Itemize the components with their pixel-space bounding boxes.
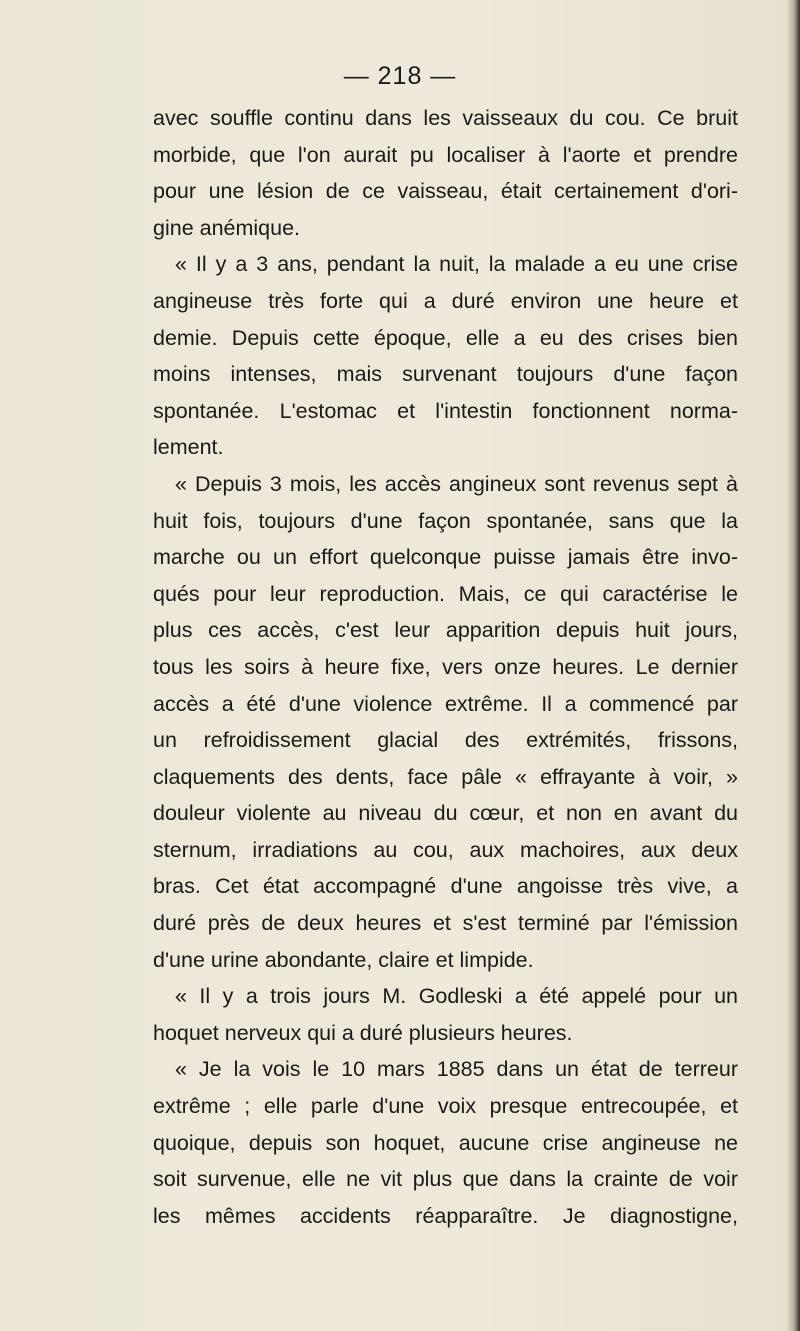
text-line: « Je la vois le 10 mars 1885 dans un état de terreur — [175, 1057, 738, 1082]
text-line: un refroidissement glacial des extrémités, frissons, — [153, 728, 738, 753]
text-line: soit survenue, elle ne vit plus que dans la crainte de voir — [153, 1167, 738, 1192]
page-edge-shadow — [786, 0, 800, 1331]
page-number: — 218 — — [343, 62, 457, 90]
text-line: gine anémique. — [153, 215, 301, 240]
text-line: tous les soirs à heure fixe, vers onze heures. Le dernier — [153, 654, 738, 679]
text-line: hoquet nerveux qui a duré plusieurs heures. — [153, 1020, 573, 1045]
text-line: huit fois, toujours d'une façon spontanée, sans que la — [153, 508, 738, 533]
text-line: les mêmes accidents réapparaître. Je diagnostigne, — [153, 1203, 738, 1228]
text-line: douleur violente au niveau du cœur, et non en avant du — [153, 801, 738, 826]
text-line: morbide, que l'on aurait pu localiser à l'aorte et prendre — [153, 142, 738, 167]
text-line: duré près de deux heures et s'est terminé par l'émission — [153, 911, 738, 936]
text-line: bras. Cet état accompagné d'une angoisse très vive, a — [153, 874, 738, 899]
text-line: accès a été d'une violence extrême. Il a commencé par — [153, 691, 738, 716]
text-line: extrême ; elle parle d'une voix presque entrecoupée, et — [153, 1094, 738, 1119]
text-line: marche ou un effort quelconque puisse jamais être invo- — [153, 545, 738, 570]
text-line: moins intenses, mais survenant toujours d'une façon — [153, 362, 738, 387]
text-line: demie. Depuis cette époque, elle a eu des crises bien — [153, 325, 738, 350]
text-line: d'une urine abondante, claire et limpide. — [153, 947, 534, 972]
body-text — [153, 100, 738, 1234]
text-line: « Il y a 3 ans, pendant la nuit, la malade a eu une crise — [175, 252, 738, 277]
text-line: spontanée. L'estomac et l'intestin fonctionnent norma- — [153, 398, 738, 423]
text-line: qués pour leur reproduction. Mais, ce qui caractérise le — [153, 581, 738, 606]
text-line: « Depuis 3 mois, les accès angineux sont revenus sept à — [175, 471, 738, 496]
text-line: claquements des dents, face pâle « effrayante à voir, » — [153, 764, 738, 789]
text-line: quoique, depuis son hoquet, aucune crise angineuse ne — [153, 1130, 738, 1155]
text-line: sternum, irradiations au cou, aux machoires, aux deux — [153, 837, 738, 862]
text-line: plus ces accès, c'est leur apparition depuis huit jours, — [153, 618, 738, 643]
text-line: avec souffle continu dans les vaisseaux du cou. Ce bruit — [153, 106, 738, 130]
text-line: angineuse très forte qui a duré environ une heure et — [153, 288, 738, 313]
text-line: « Il y a trois jours M. Godleski a été appelé pour un — [175, 984, 738, 1009]
text-line: pour une lésion de ce vaisseau, était certainement d'ori- — [153, 179, 738, 204]
text-line: lement. — [153, 435, 224, 460]
